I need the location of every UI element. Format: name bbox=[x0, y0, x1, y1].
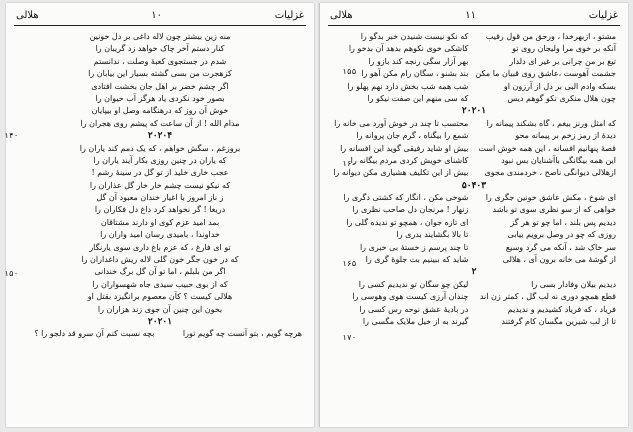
first-hemistich: ازهلالی دیوانگی ناصح ، خردمندی مجوی bbox=[484, 168, 616, 178]
verse-text: شدم در جستجوی کعبهٔ وصلت ، ندانستم bbox=[93, 56, 227, 66]
first-hemistich: تا از لب شیرین مگسان کام گرفتند bbox=[501, 316, 616, 326]
second-hemistich: در بادیهٔ عشق نوحه رس کسی را bbox=[359, 304, 469, 314]
verse-text: اگر من بلبلم ، اما تو آن گل برگ خندانی bbox=[94, 267, 226, 277]
right-line-number-4: ۱۷۰ bbox=[342, 333, 357, 342]
first-hemistich: چون هلال منکری نکو گوهم دیس bbox=[507, 93, 616, 103]
first-hemistich: ای شوخ ، مکش عاشق خونین جگری را bbox=[485, 193, 616, 203]
verse-couplet bbox=[332, 81, 616, 93]
verse-couplet bbox=[332, 167, 616, 179]
first-hemistich: که امثل ورنز بیغم ، گاه بشکند پیمانه را bbox=[486, 118, 616, 128]
verse-text: که از بوی حبیب سیدی جاه شهسواران را bbox=[92, 279, 228, 289]
second-hemistich: بند بشنو ، سگان رام مکن آهو را bbox=[361, 69, 469, 79]
first-hemistich: روزی که چو در وصل برویم بیابی bbox=[507, 230, 616, 240]
first-hemistich: خواهی که از سو نظری سوی تو باشد bbox=[492, 205, 616, 215]
second-hemistich: بیش او شاید رفیقی گوید این افسانه را bbox=[340, 143, 469, 153]
second-hemistich: شوخی مکن ، انگار که کشتی دگری را bbox=[343, 193, 469, 203]
verse-couplet bbox=[332, 192, 616, 204]
verse-couplet bbox=[332, 68, 616, 80]
verse-couplet bbox=[18, 328, 302, 340]
second-hemistich: چندان آرزی کیست هوی وهوسی را bbox=[352, 292, 469, 302]
verse-line bbox=[18, 118, 302, 130]
verse-text: دریغا ! گر نخواهد کرد داغ دل فکاران را bbox=[94, 205, 226, 215]
first-hemistich: فریاد ، که فریاد کشیدیم و ندیدیم bbox=[507, 304, 616, 314]
left-line-number-1: ۱۴۰ bbox=[4, 131, 19, 140]
verse-line bbox=[18, 68, 302, 80]
first-hemistich: مشتو ، ازبهرخدا ، ورحق من قول رقیب bbox=[485, 32, 616, 41]
first-hemistich: بسکه وادم البی بر دل از آرزون او bbox=[503, 81, 616, 91]
verse-text: منه زین بیشتر چون لاله داغی بر دل خونین bbox=[89, 32, 231, 41]
ghazal-number: ۵۰۴۰۳ bbox=[461, 180, 487, 191]
right-line-number-3: ۱۶۵ bbox=[342, 259, 357, 268]
verse-couplet bbox=[332, 304, 616, 316]
first-hemistich: قطع همچو دوری نه لب گل ، کمتر زن اند bbox=[479, 292, 616, 302]
right-line-number-1: ۱۵۵ bbox=[342, 67, 357, 76]
verse-text: بخون این چنین آن جوی زند هزاران را bbox=[97, 304, 223, 314]
first-hemistich: از گوشهٔ می خانه برون آی ، هلالی bbox=[502, 255, 616, 265]
second-hemistich: کاشکی خوی نکوهم بدهد آن بدخو را bbox=[348, 44, 469, 54]
verse-text: که یاران در چنین روزی بکار آیند یاران را bbox=[93, 155, 227, 165]
verse-line bbox=[18, 266, 302, 278]
verse-text: اگر چشم خضر بر اهل جان بخشت افتادی bbox=[91, 81, 229, 91]
first-hemistich: هرچه گویم ، بتو آنست چه گویم تورا bbox=[182, 329, 302, 339]
left-page-author: هلالی bbox=[16, 9, 39, 21]
second-hemistich: تا بالا بگشایند بدری را bbox=[396, 230, 469, 240]
verse-couplet bbox=[332, 31, 616, 43]
left-page-header bbox=[16, 7, 304, 23]
verse-couplet bbox=[332, 217, 616, 229]
verse-line bbox=[18, 167, 302, 179]
first-hemistich: این همه بیگانگی باآشنایان بس نبود bbox=[501, 155, 616, 165]
verse-line bbox=[18, 105, 302, 117]
verse-text: که در خون جگر خون گلی لاله ریش داغداران را bbox=[81, 255, 239, 265]
verse-line bbox=[18, 204, 302, 216]
second-hemistich: شب همه شب بخش دارد نهم پهلو را bbox=[347, 81, 469, 91]
left-page-title: غزلیات bbox=[274, 9, 304, 21]
left-page-body bbox=[18, 31, 302, 421]
verse-text: بمد امید عزم کوی او دارند مشتاقان bbox=[100, 217, 220, 227]
second-hemistich: زنهار ! مرنجان دل صاحب نظری را bbox=[352, 205, 469, 215]
verse-line bbox=[18, 43, 302, 55]
verse-text: که نیکو نیست چشم خار خار گل عذاران را bbox=[89, 180, 231, 190]
verse-couplet bbox=[332, 143, 616, 155]
verse-couplet bbox=[332, 279, 616, 291]
second-hemistich: که نکو نیست شنیدن خبر بدگو را bbox=[360, 32, 469, 41]
verse-text: ز ناز امروز با اغیار خندان معبود آن گل bbox=[96, 193, 224, 203]
ghazal-number: ۲۰۲۰۱ bbox=[147, 316, 173, 327]
ghazal-number: ۲۰۲۰۴ bbox=[147, 131, 173, 142]
verse-couplet bbox=[332, 155, 616, 167]
second-hemistich: بچه نسبت کنم آن سرو قد دلجو را ؟ bbox=[34, 329, 155, 339]
verse-text: خوش آن روز که درهنگامه وصل او بیپایان bbox=[91, 106, 229, 116]
verse-text: خداوندا ، بامیدی رسان امید واران را bbox=[100, 230, 220, 240]
right-page-title: غزلیات bbox=[588, 9, 618, 21]
verse-line bbox=[18, 242, 302, 254]
right-page-header bbox=[330, 7, 618, 23]
first-hemistich: دیدیم بیلان وفادار بسی را bbox=[531, 279, 616, 289]
second-hemistich: شاید که ببینیم بت جلوهٔ گری را bbox=[365, 255, 469, 265]
verse-line bbox=[18, 155, 302, 167]
right-line-number-2: ۱۶۰ bbox=[342, 159, 357, 168]
verse-text: مدام الله ! از آن ساعت که پیشم روی هجران را bbox=[80, 118, 240, 128]
verse-line bbox=[18, 254, 302, 266]
first-hemistich: سر خاک شد ، آنکه می گرد وسیع bbox=[505, 242, 616, 252]
verse-couplet bbox=[332, 316, 616, 328]
first-hemistich: تیغ بر من چرانی بر غیر ای دلدار bbox=[509, 56, 616, 66]
verse-couplet bbox=[332, 229, 616, 241]
verse-line bbox=[18, 56, 302, 68]
verse-couplet bbox=[332, 254, 616, 266]
verse-text: هلالی کیست ؟ کآن معصوم برانگیزد بقتل او bbox=[87, 292, 233, 302]
second-hemistich: کاشنای خویش کردی مردم بیگانه را bbox=[350, 155, 469, 165]
first-hemistich: دیدهٔ از رمز زخم بر پیمانه محو bbox=[515, 131, 616, 141]
verse-line bbox=[18, 304, 302, 316]
verse-line bbox=[18, 291, 302, 303]
second-hemistich: ای تازه جوان ، همچو تو ندیده گلی را bbox=[346, 217, 469, 227]
verse-couplet bbox=[332, 291, 616, 303]
left-page-number: ۱۰ bbox=[151, 9, 163, 21]
verse-text: بروزغم ، سگش خواهم ، که یک دمم کند یاران را bbox=[79, 143, 241, 153]
verse-couplet bbox=[332, 56, 616, 68]
right-page-number: ۱۱ bbox=[465, 9, 477, 21]
verse-text: تو ای فارغ ، که عزم باغ داری سوی یارنگار bbox=[89, 242, 231, 252]
verse-couplet bbox=[332, 242, 616, 254]
verse-line bbox=[18, 217, 302, 229]
left-line-number-2: ۱۵۰ bbox=[4, 269, 19, 278]
verse-line bbox=[18, 31, 302, 43]
verse-line bbox=[18, 143, 302, 155]
first-hemistich: جشمت آهوست ،عاشق روی قبیان ما مکن bbox=[475, 69, 616, 79]
verse-couplet bbox=[332, 118, 616, 130]
right-page-body bbox=[332, 31, 616, 421]
second-hemistich: بیش از این تکلیف هشیاری مکن دیوانه را bbox=[333, 168, 469, 178]
right-page-author: هلالی bbox=[330, 9, 353, 21]
verse-couplet bbox=[332, 93, 616, 105]
first-hemistich: آنکه بر خوی مرا ولیجان روی تو bbox=[512, 44, 616, 54]
verse-couplet bbox=[332, 130, 616, 142]
second-hemistich: بهر آزار سگی رنجه کند بازو را bbox=[368, 56, 469, 66]
verse-couplet bbox=[332, 204, 616, 216]
verse-text: کنار دستم آخر چاک خواهد زد گریبان را bbox=[95, 44, 225, 54]
right-page bbox=[320, 3, 628, 427]
left-page bbox=[6, 3, 314, 427]
left-header-rule bbox=[14, 25, 306, 26]
right-header-rule bbox=[328, 25, 620, 26]
first-hemistich: دیدیم پس بلند ، اما چو تو هر گز bbox=[510, 217, 616, 227]
verse-line bbox=[18, 81, 302, 93]
second-hemistich: که سی منهم این صفت نیکو را bbox=[367, 93, 469, 103]
second-hemistich: لیکن چو سگان تو ندیدیم کسی را bbox=[358, 279, 469, 289]
ghazal-number: ۲۰۲۰۱ bbox=[461, 106, 487, 117]
verse-text: عجب خاری خلید از تو گل در سینهٔ رشم ! bbox=[91, 168, 229, 178]
second-hemistich: تا چند پرسم ز خستهٔ بی خبری را bbox=[359, 242, 469, 252]
second-hemistich: شمع را بیگناه ، گرم جان پروانه را bbox=[356, 131, 469, 141]
verse-line bbox=[18, 192, 302, 204]
ghazal-number: ۲ bbox=[471, 267, 477, 278]
verse-couplet bbox=[332, 43, 616, 55]
verse-line bbox=[18, 279, 302, 291]
second-hemistich: گیرند به از خیل ملایک مگسی را bbox=[362, 316, 469, 326]
first-hemistich: قصهٔ پنهانیم افسانه ، این همه خوش است bbox=[478, 143, 616, 153]
second-hemistich: محتسب تا چند در خوش آورد می خانه را bbox=[334, 118, 469, 128]
verse-text: کزهجرت من بسی گشته بسیار این بیابان را bbox=[88, 69, 232, 79]
verse-line bbox=[18, 93, 302, 105]
verse-text: بصور خود نکردی یاد هرگز آب حیوان را bbox=[95, 93, 225, 103]
verse-line bbox=[18, 229, 302, 241]
verse-line bbox=[18, 180, 302, 192]
